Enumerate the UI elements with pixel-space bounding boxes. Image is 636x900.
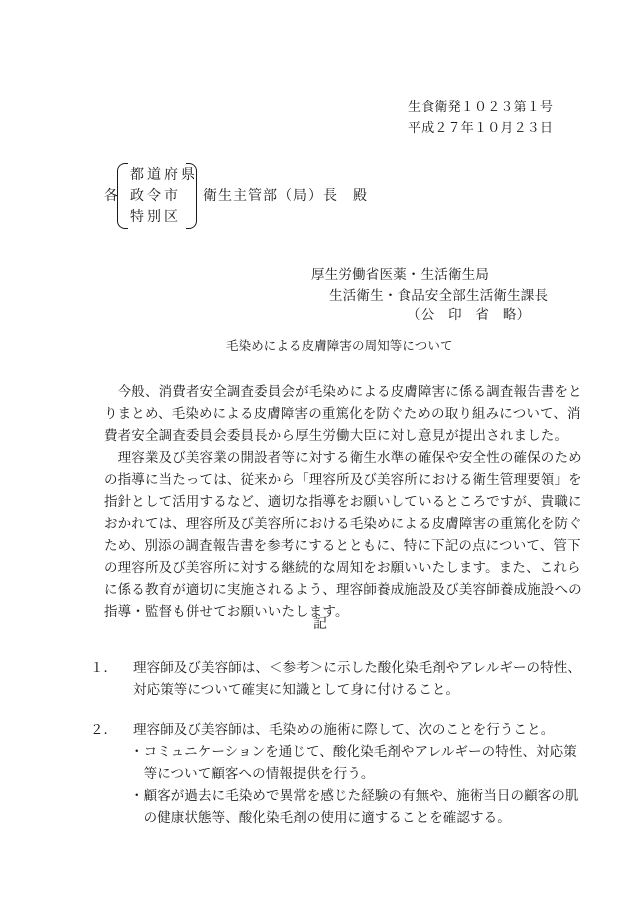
- body-line: の指導に当たっては、従来から「理容所及び美容所における衛生管理要領」を: [104, 472, 582, 488]
- body-line: 指針として活用するなど、適切な指導をお願いしているところですが、貴職に: [104, 494, 582, 510]
- addressee-prefix: 各: [104, 188, 118, 204]
- body-line: 費者安全調査委員会委員長から厚生労働大臣に対し意見が提出されました。: [104, 428, 569, 444]
- body-line: りまとめ、毛染めによる皮膚障害の重篤化を防ぐための取り組みについて、消: [104, 406, 581, 422]
- item-line: 対応策等について確実に知識として身に付けること。: [133, 682, 460, 698]
- addressee-line: 特別区: [130, 209, 181, 225]
- item-number: １．: [90, 660, 117, 676]
- addressee-line: 都道府県: [130, 167, 198, 183]
- body-line: の理容所及び美容所に対する継続的な周知をお願いいたします。また、これら: [104, 560, 581, 576]
- item-sub-line: の健康状態等、酸化染毛剤の使用に適することを確認する。: [130, 810, 511, 826]
- document-subject: 毛染めによる皮膚障害の周知等について: [226, 338, 453, 353]
- item-sub-line: 等について顧客への情報提供を行う。: [130, 766, 375, 782]
- body-line: に係る教育が適切に実施されるよう、理容師養成施設及び美容師養成施設への: [104, 582, 582, 598]
- item-sub-line: ・コミュニケーションを通じて、酸化染毛剤やアレルギーの特性、対応策: [130, 744, 577, 760]
- body-line: 理容業及び美容業の開設者等に対する衛生水準の確保や安全性の確保のため: [104, 450, 582, 466]
- ki-heading: 記: [313, 616, 327, 632]
- sender-seal-note: （公 印 省 略）: [407, 307, 531, 323]
- item-line: 理容師及び美容師は、毛染めの施術に際して、次のことを行うこと。: [133, 722, 555, 738]
- addressee-bracket-left: [117, 163, 128, 229]
- addressee-line: 政令市: [130, 188, 181, 204]
- body-line: 指導・監督も併せてお願いいたします。: [104, 604, 349, 620]
- item-line: 理容師及び美容師は、＜参考＞に示した酸化染毛剤やアレルギーの特性、: [133, 660, 581, 676]
- reference-number: 生食衛発１０２３第１号: [408, 100, 554, 115]
- item-number: ２．: [90, 722, 117, 738]
- item-sub-line: ・顧客が過去に毛染めで異常を感じた経験の有無や、施術当日の顧客の肌: [130, 788, 579, 804]
- issue-date: 平成２７年１０月２３日: [408, 121, 554, 136]
- addressee-title: 衛生主管部（局）長 殿: [203, 188, 368, 204]
- body-line: ため、別添の調査報告書を参考にするとともに、特に下記の点について、管下: [104, 538, 581, 554]
- sender-title: 生活衛生・食品安全部生活衛生課長: [329, 288, 549, 304]
- body-line: おかれては、理容所及び美容所における毛染めによる皮膚障害の重篤化を防ぐ: [104, 516, 582, 532]
- sender-bureau: 厚生労働省医薬・生活衛生局: [311, 267, 490, 283]
- body-line: 今般、消費者安全調査委員会が毛染めによる皮膚障害に係る調査報告書をと: [104, 384, 582, 400]
